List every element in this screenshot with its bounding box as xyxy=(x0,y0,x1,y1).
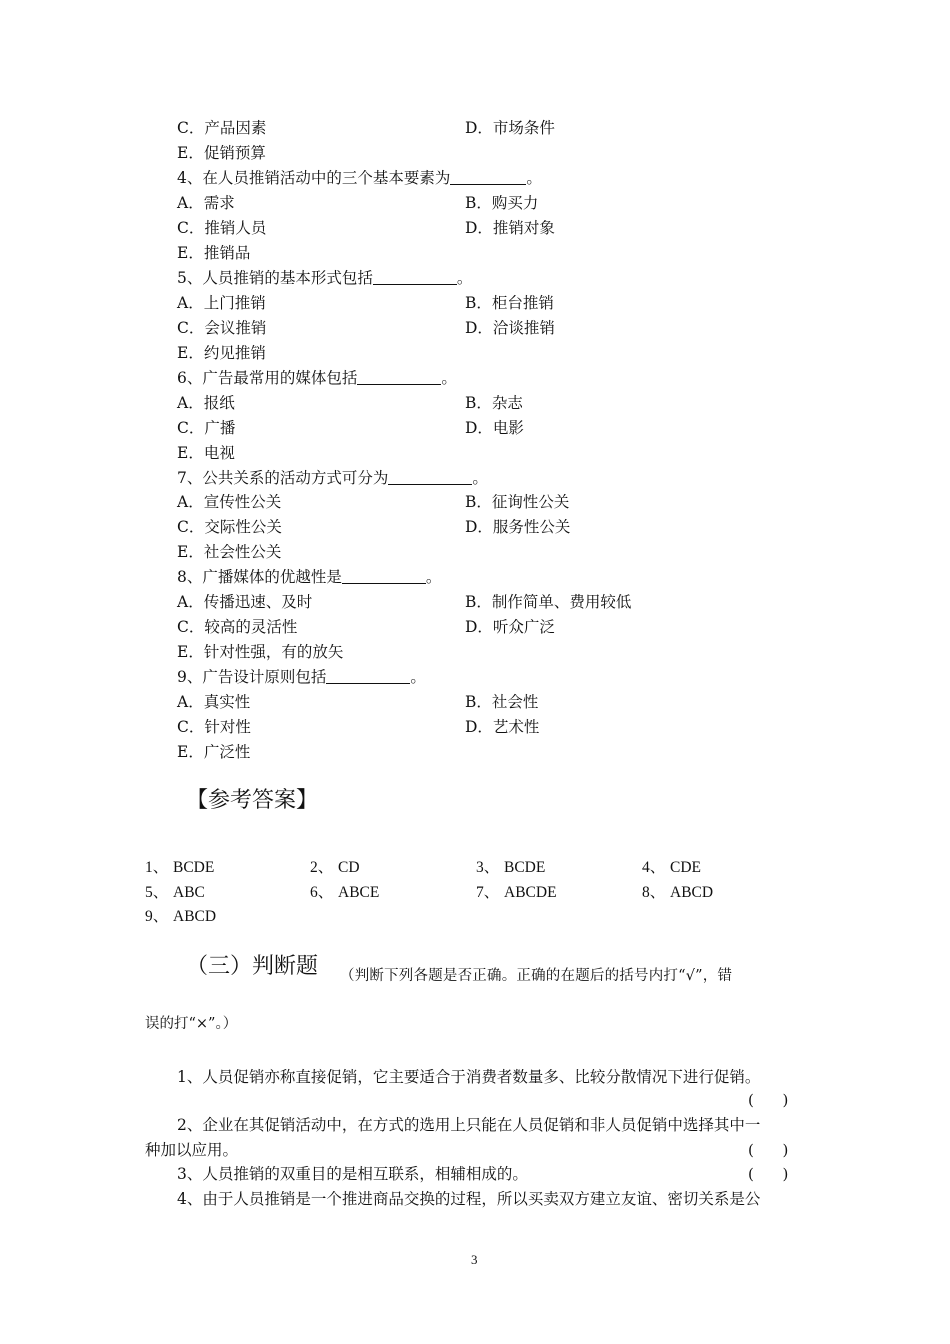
q9-option-a: A．真实性 xyxy=(177,693,251,711)
q4-option-c: C．推销人员 xyxy=(177,219,267,237)
answer-blank xyxy=(388,468,472,485)
q3-option-d: D．市场条件 xyxy=(465,119,555,137)
judge-q4-line1: 4、由于人员推销是一个推进商品交换的过程，所以买卖双方建立友谊、密切关系是公 xyxy=(177,1190,761,1208)
q4-option-d: D．推销对象 xyxy=(465,219,555,237)
judge-instructions-line1: （判断下列各题是否正确。正确的在题后的括号内打“√”，错 xyxy=(340,968,733,984)
q4-option-e: E．推销品 xyxy=(177,244,251,262)
q8-stem: 8、广播媒体的优越性是 。 xyxy=(177,568,442,586)
q9-stem: 9、广告设计原则包括 。 xyxy=(177,668,426,686)
q8-option-b: B．制作简单、费用较低 xyxy=(465,593,632,611)
q7-stem: 7、公共关系的活动方式可分为 。 xyxy=(177,469,488,487)
q7-option-e: E．社会性公关 xyxy=(177,543,282,561)
q3-option-c: C．产品因素 xyxy=(177,119,267,137)
page-number: 3 xyxy=(471,1252,478,1267)
q4-option-a: A．需求 xyxy=(177,194,235,212)
q6-stem: 6、广告最常用的媒体包括 。 xyxy=(177,369,457,387)
answer-blank xyxy=(326,667,410,684)
judge-instructions-line2: 误的打“×”。） xyxy=(145,1016,238,1032)
q7-option-a: A．宣传性公关 xyxy=(177,493,282,511)
judge-q1: 1、人员促销亦称直接促销，它主要适合于消费者数量多、比较分散情况下进行促销。 xyxy=(177,1068,761,1086)
answer-item: 7、 ABCDE xyxy=(476,884,557,901)
q5-option-e: E．约见推销 xyxy=(177,344,266,362)
q5-option-a: A．上门推销 xyxy=(177,294,266,312)
q4-stem: 4、在人员推销活动中的三个基本要素为 。 xyxy=(177,169,542,187)
q6-option-c: C．广播 xyxy=(177,419,236,437)
q9-option-c: C．针对性 xyxy=(177,718,251,736)
q9-option-d: D．艺术性 xyxy=(465,718,540,736)
q6-option-d: D．电影 xyxy=(465,419,524,437)
answer-item: 3、 BCDE xyxy=(476,859,546,876)
q9-option-b: B．社会性 xyxy=(465,693,539,711)
answer-blank xyxy=(357,368,441,385)
answer-blank xyxy=(373,268,457,285)
q8-option-e: E．针对性强，有的放矢 xyxy=(177,643,344,661)
q6-option-e: E．电视 xyxy=(177,444,235,462)
answer-blank xyxy=(342,567,426,584)
answer-item: 8、 ABCD xyxy=(642,884,714,901)
q8-option-d: D．听众广泛 xyxy=(465,618,555,636)
answer-parentheses: ( ) xyxy=(748,1141,789,1159)
answer-blank xyxy=(450,168,526,185)
q9-option-e: E．广泛性 xyxy=(177,743,251,761)
answer-parentheses: ( ) xyxy=(748,1091,789,1109)
judge-q3: 3、人员推销的双重目的是相互联系，相辅相成的。 xyxy=(177,1165,528,1183)
answer-item: 2、 CD xyxy=(310,859,360,876)
q5-stem: 5、人员推销的基本形式包括 。 xyxy=(177,269,473,287)
q4-option-b: B．购买力 xyxy=(465,194,539,212)
q6-option-b: B．杂志 xyxy=(465,394,523,412)
answer-item: 9、 ABCD xyxy=(145,908,217,925)
judge-section-title: （三）判断题 xyxy=(186,954,319,979)
q8-option-a: A．传播迅速、及时 xyxy=(177,593,313,611)
answer-item: 6、 ABCE xyxy=(310,884,380,901)
q7-option-d: D．服务性公关 xyxy=(465,518,571,536)
q3-option-e: E．促销预算 xyxy=(177,144,266,162)
q5-option-c: C．会议推销 xyxy=(177,319,267,337)
answer-item: 1、 BCDE xyxy=(145,859,215,876)
q8-option-c: C．较高的灵活性 xyxy=(177,618,298,636)
q5-option-b: B．柜台推销 xyxy=(465,294,554,312)
judge-q2-line1: 2、企业在其促销活动中，在方式的选用上只能在人员促销和非人员促销中选择其中一 xyxy=(177,1116,761,1134)
answer-item: 4、 CDE xyxy=(642,859,701,876)
judge-q2-line2: 种加以应用。 xyxy=(145,1141,239,1159)
q5-option-d: D．洽谈推销 xyxy=(465,319,555,337)
q7-option-c: C．交际性公关 xyxy=(177,518,282,536)
q7-option-b: B．征询性公关 xyxy=(465,493,570,511)
answer-parentheses: ( ) xyxy=(748,1165,789,1183)
q6-option-a: A．报纸 xyxy=(177,394,235,412)
answers-heading: 【参考答案】 xyxy=(186,788,319,813)
answer-item: 5、 ABC xyxy=(145,884,205,901)
